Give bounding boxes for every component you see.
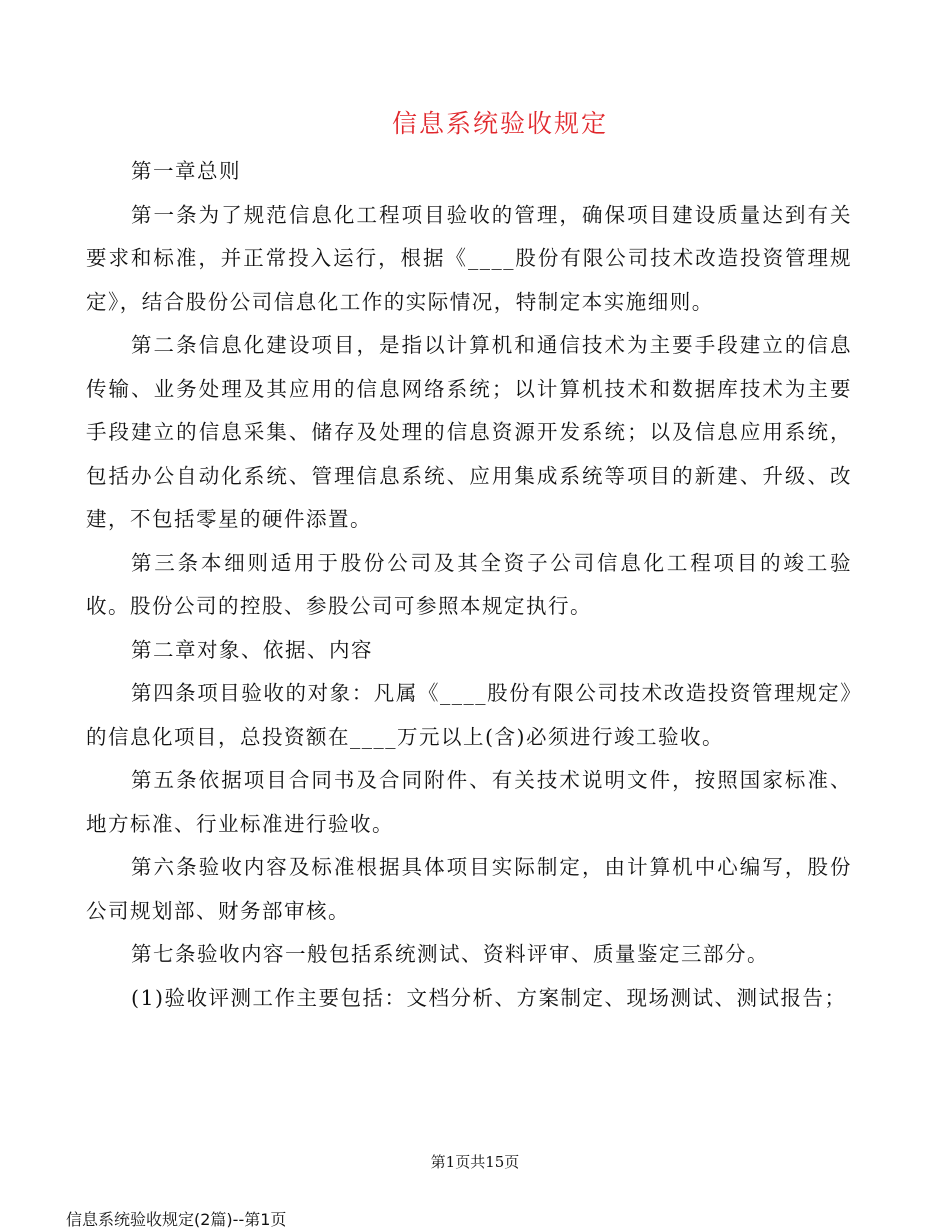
document-footer-label: 信息系统验收规定(2篇)--第1页 [66, 1210, 287, 1229]
article-paragraph: 第三条本细则适用于股份公司及其全资子公司信息化工程项目的竣工验收。股份公司的控股、参股公司可参照本规定执行。 [86, 550, 852, 618]
article-paragraph: 第一条为了规范信息化工程项目验收的管理，确保项目建设质量达到有关要求和标准，并正常投入运行，根据《____股份有限公司技术改造投资管理规定》，结合股份公司信息化工作的实际情况，特制定本实施细则。 [86, 202, 852, 314]
list-item-paragraph: (1)验收评测工作主要包括：文档分析、方案制定、现场测试、测试报告； [131, 985, 847, 1010]
document-body [86, 150, 852, 1020]
chapter-heading: 第一章总则 [131, 159, 241, 183]
article-paragraph: 第四条项目验收的对象：凡属《____股份有限公司技术改造投资管理规定》的信息化项目，总投资额在____万元以上(含)必须进行竣工验收。 [86, 681, 852, 749]
page-indicator: 第1页共15页 [430, 1153, 520, 1171]
article-paragraph: 第二条信息化建设项目，是指以计算机和通信技术为主要手段建立的信息传输、业务处理及其应用的信息网络系统；以计算机技术和数据库技术为主要手段建立的信息采集、储存及处理的信息资源开发系统；以及信息应用系统，包括办公自动化系统、管理信息系统、应用集成系统等项目的新建、升级、改建，不包括零星的硬件添置。 [86, 333, 852, 531]
article-paragraph: 第五条依据项目合同书及合同附件、有关技术说明文件，按照国家标准、地方标准、行业标准进行验收。 [86, 768, 852, 836]
article-paragraph: 第七条验收内容一般包括系统测试、资料评审、质量鉴定三部分。 [131, 942, 769, 966]
document-title: 信息系统验收规定 [391, 109, 608, 138]
article-paragraph: 第六条验收内容及标准根据具体项目实际制定，由计算机中心编写，股份公司规划部、财务部审核。 [86, 855, 852, 923]
chapter-heading: 第二章对象、依据、内容 [131, 637, 373, 662]
